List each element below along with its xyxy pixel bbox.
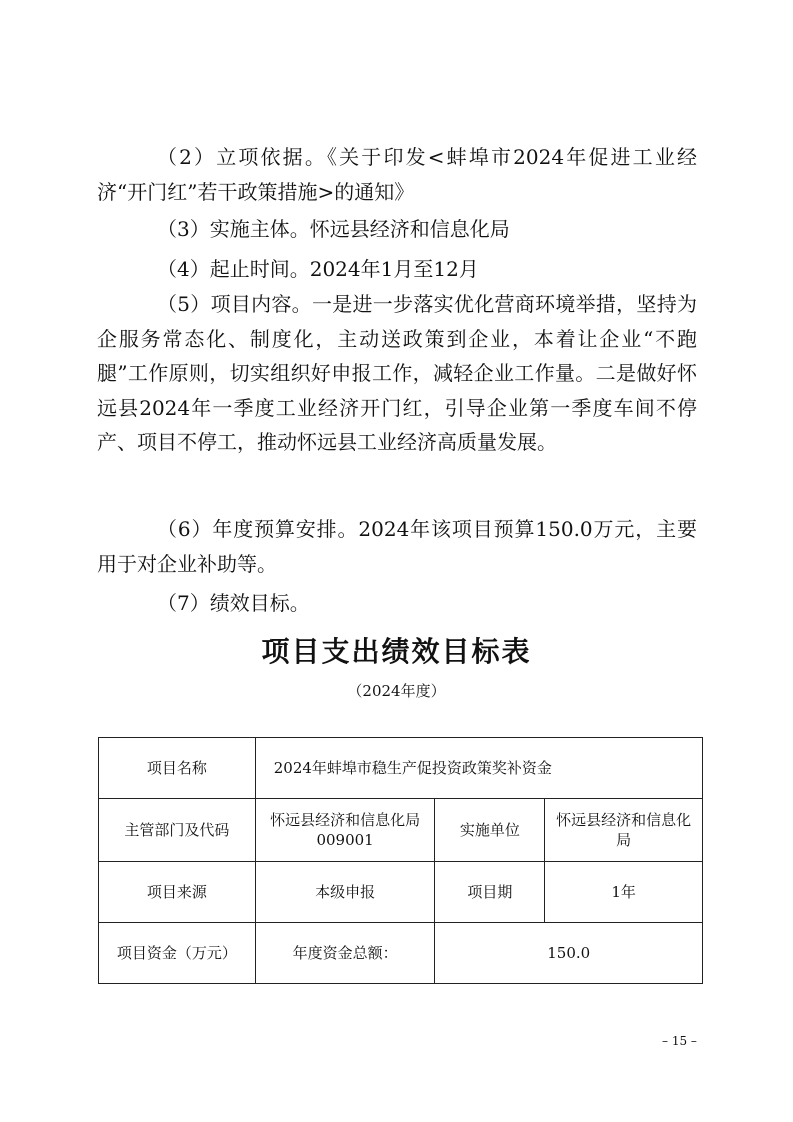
fund-label: 项目资金（万元） <box>99 923 256 984</box>
paragraph-content: （5）项目内容。一是进一步落实优化营商环境举措，坚持为企服务常态化、制度化，主动送政策到企业，本着让企业“不跑腿”工作原则，切实组织好申报工作，减轻企业工作量。二是做好怀远县2024年一季度工业经济开门红，引导企业第一季度车间不停产、项目不停工，推动怀远县工业经济高质量发展。 <box>97 292 697 454</box>
period-value: 1年 <box>545 862 703 923</box>
paragraph-budget: （6）年度预算安排。2024年该项目预算150.0万元，主要用于对企业补助等。 <box>97 517 697 576</box>
project-name-value: 2024年蚌埠市稳生产促投资政策奖补资金 <box>255 738 702 799</box>
annual-total-value: 150.0 <box>435 923 703 984</box>
performance-target-table <box>98 737 703 984</box>
source-value: 本级申报 <box>255 862 435 923</box>
period-label: 项目期 <box>435 862 545 923</box>
table-row <box>99 923 703 984</box>
paragraph-implementer: （3）实施主体。怀远县经济和信息化局 <box>157 217 510 241</box>
table-subtitle: （2024年度） <box>347 682 446 700</box>
table-row <box>99 799 703 862</box>
dept-value: 怀远县经济和信息化局009001 <box>255 799 435 862</box>
table-title: 项目支出绩效目标表 <box>261 635 532 668</box>
table-row <box>99 862 703 923</box>
impl-value: 怀远县经济和信息化局 <box>545 799 703 862</box>
impl-label: 实施单位 <box>435 799 545 862</box>
annual-total-label: 年度资金总额： <box>255 923 435 984</box>
page-number: – 15 – <box>662 1034 697 1048</box>
source-label: 项目来源 <box>99 862 256 923</box>
dept-label: 主管部门及代码 <box>99 799 256 862</box>
paragraph-goals: （7）绩效目标。 <box>157 591 310 615</box>
paragraph-period: （4）起止时间。2024年1月至12月 <box>157 257 479 281</box>
paragraph-basis: （2）立项依据。《关于印发<蚌埠市2024年促进工业经济“开门红”若干政策措施>的通知》 <box>97 145 697 204</box>
table-row <box>99 738 703 799</box>
project-name-label: 项目名称 <box>99 738 256 799</box>
